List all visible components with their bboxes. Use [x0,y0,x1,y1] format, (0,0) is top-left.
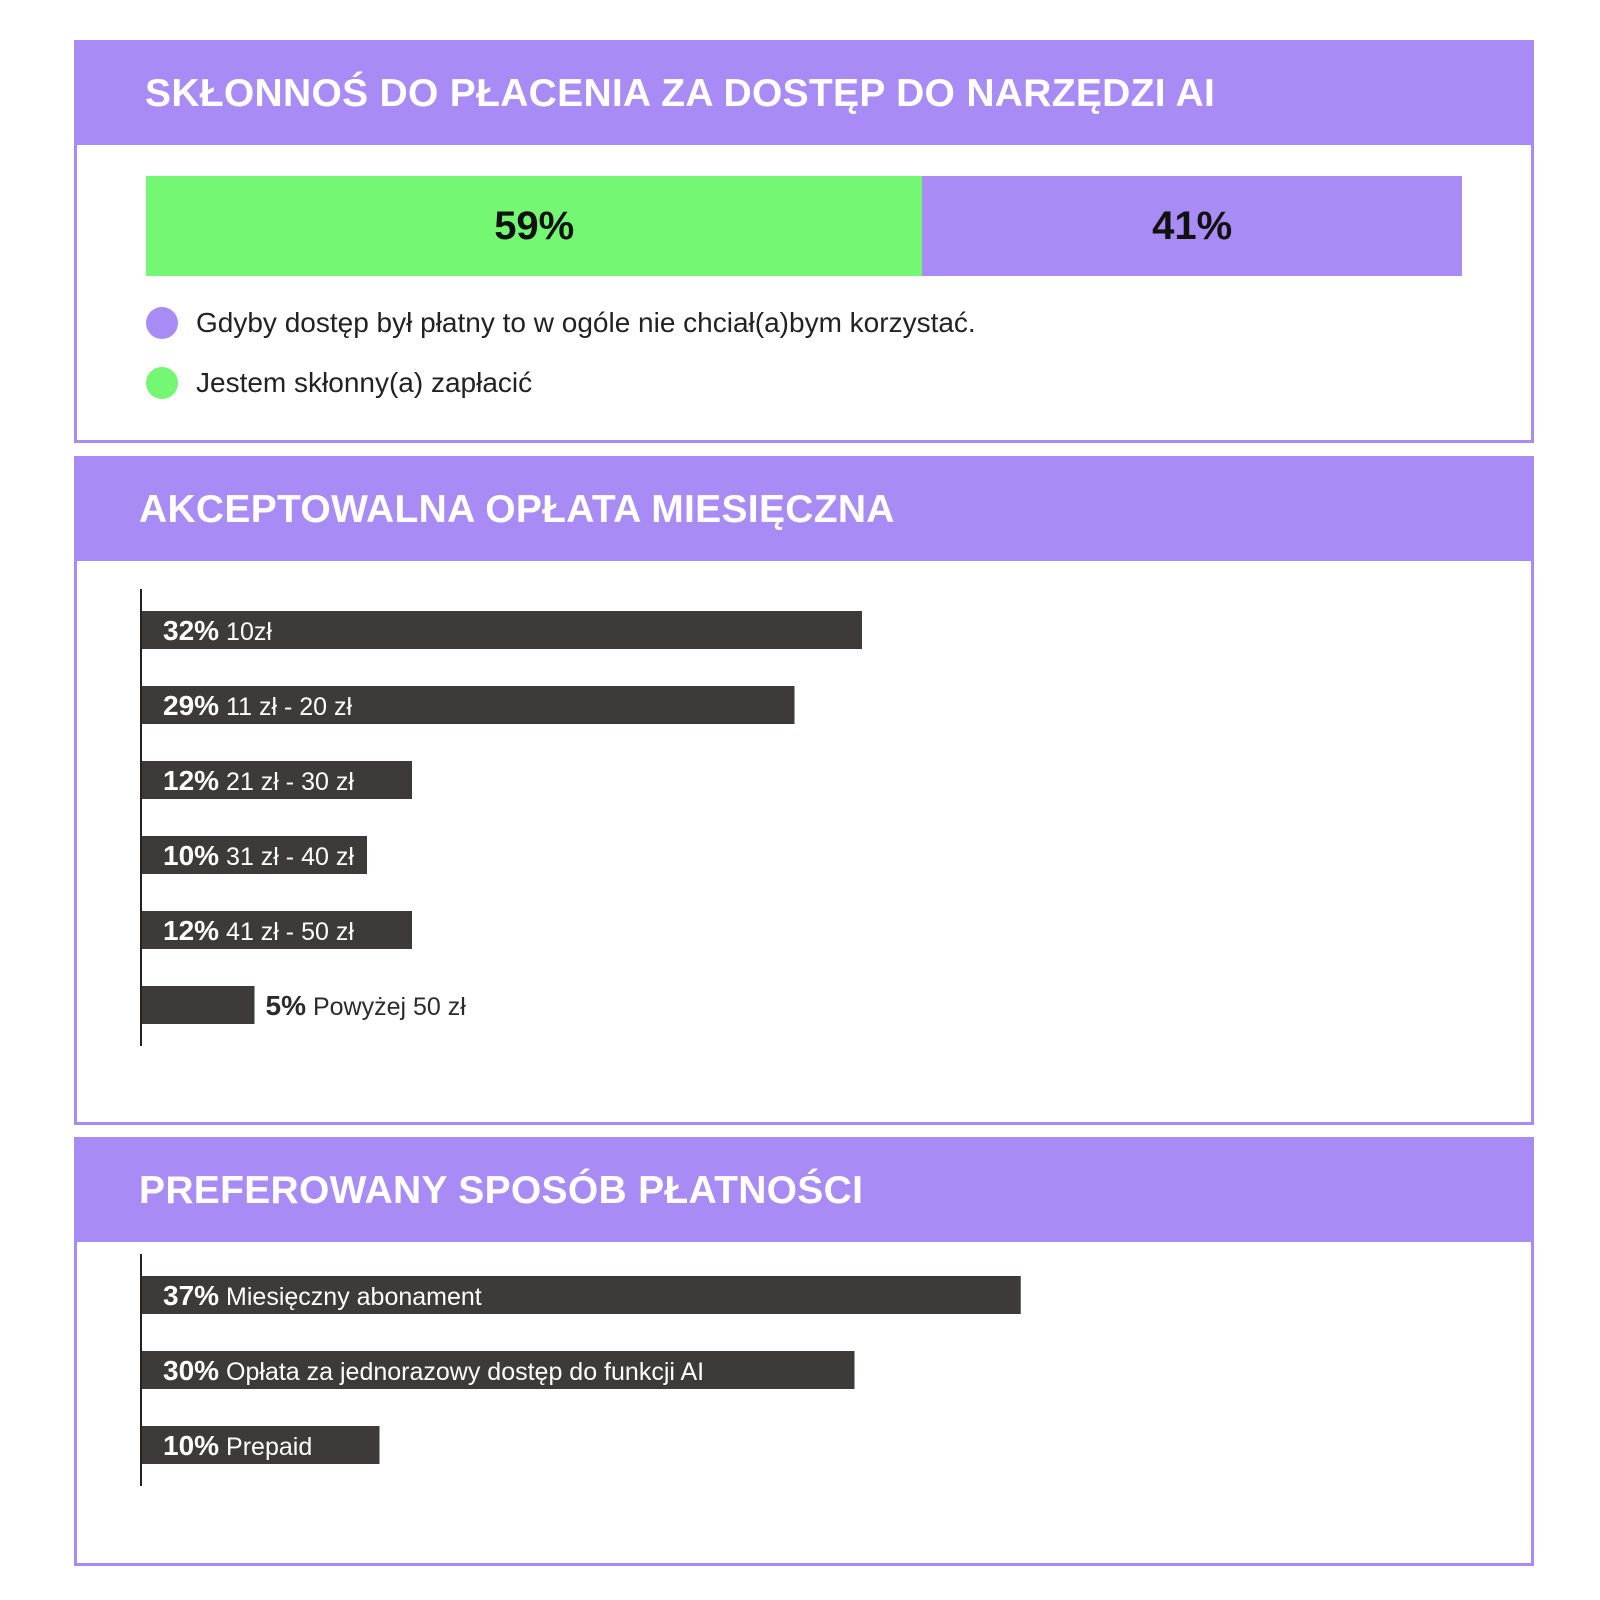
bar [142,986,255,1024]
bar-value-label: 12% [163,915,220,946]
legend-item-unwilling [146,303,976,343]
bar-category-label: 41 zł - 50 zł [226,918,354,946]
monthly-fee-panel [74,456,1534,1125]
bar-value-label: 5% [265,990,306,1021]
legend-dot-green [146,367,178,399]
bar-value-label: 30% [163,1355,220,1386]
bar-label [163,690,352,721]
payment-method-chart [77,1254,1531,1544]
bar-label [163,840,354,871]
bar-category-label: 31 zł - 40 zł [226,843,354,871]
bar-label [163,615,272,646]
willingness-title: SKŁONNOŚ DO PŁACENIA ZA DOSTĘP DO NARZĘDZI AI [77,43,1531,145]
legend-label-willing: Jestem skłonny(a) zapłacić [196,367,533,398]
bar-value-label: 10% [163,1430,220,1461]
monthly-fee-title: AKCEPTOWALNA OPŁATA MIESIĘCZNA [77,459,1531,561]
bar-category-label: Opłata za jednorazowy dostęp do funkcji AI [226,1358,705,1386]
willingness-stacked-bar [146,176,1462,276]
bar-value-label: 12% [163,765,220,796]
bar-value-label: 37% [163,1280,220,1311]
bar-label [266,990,467,1021]
bar-category-label: Miesięczny abonament [226,1283,482,1311]
unwilling-value-label: 41% [1152,203,1233,248]
willing-value-label: 59% [494,203,575,248]
bar-value-label: 10% [163,840,220,871]
legend-dot-purple [146,307,178,339]
willingness-panel [74,40,1534,443]
bar-category-label: 21 zł - 30 zł [226,768,354,796]
monthly-fee-chart [77,589,1531,1109]
bar-value-label: 32% [163,615,220,646]
bar-value-label: 29% [163,690,220,721]
payment-method-panel [74,1137,1534,1566]
legend-item-willing [146,363,532,403]
bar-label [163,765,354,796]
unwilling-segment [922,176,1462,276]
bar-label [163,1430,312,1461]
bar-label [163,915,354,946]
willing-segment [146,176,922,276]
legend-label-unwilling: Gdyby dostęp był płatny to w ogóle nie chciał(a)bym korzystać. [196,307,976,338]
payment-method-title: PREFEROWANY SPOSÓB PŁATNOŚCI [77,1140,1531,1242]
bar-label [163,1280,482,1311]
bar-category-label: 11 zł - 20 zł [226,693,353,721]
bar-category-label: Powyżej 50 zł [312,993,466,1021]
bar-category-label: 10zł [226,618,272,646]
bar-label [163,1355,704,1386]
bar-category-label: Prepaid [226,1433,313,1461]
